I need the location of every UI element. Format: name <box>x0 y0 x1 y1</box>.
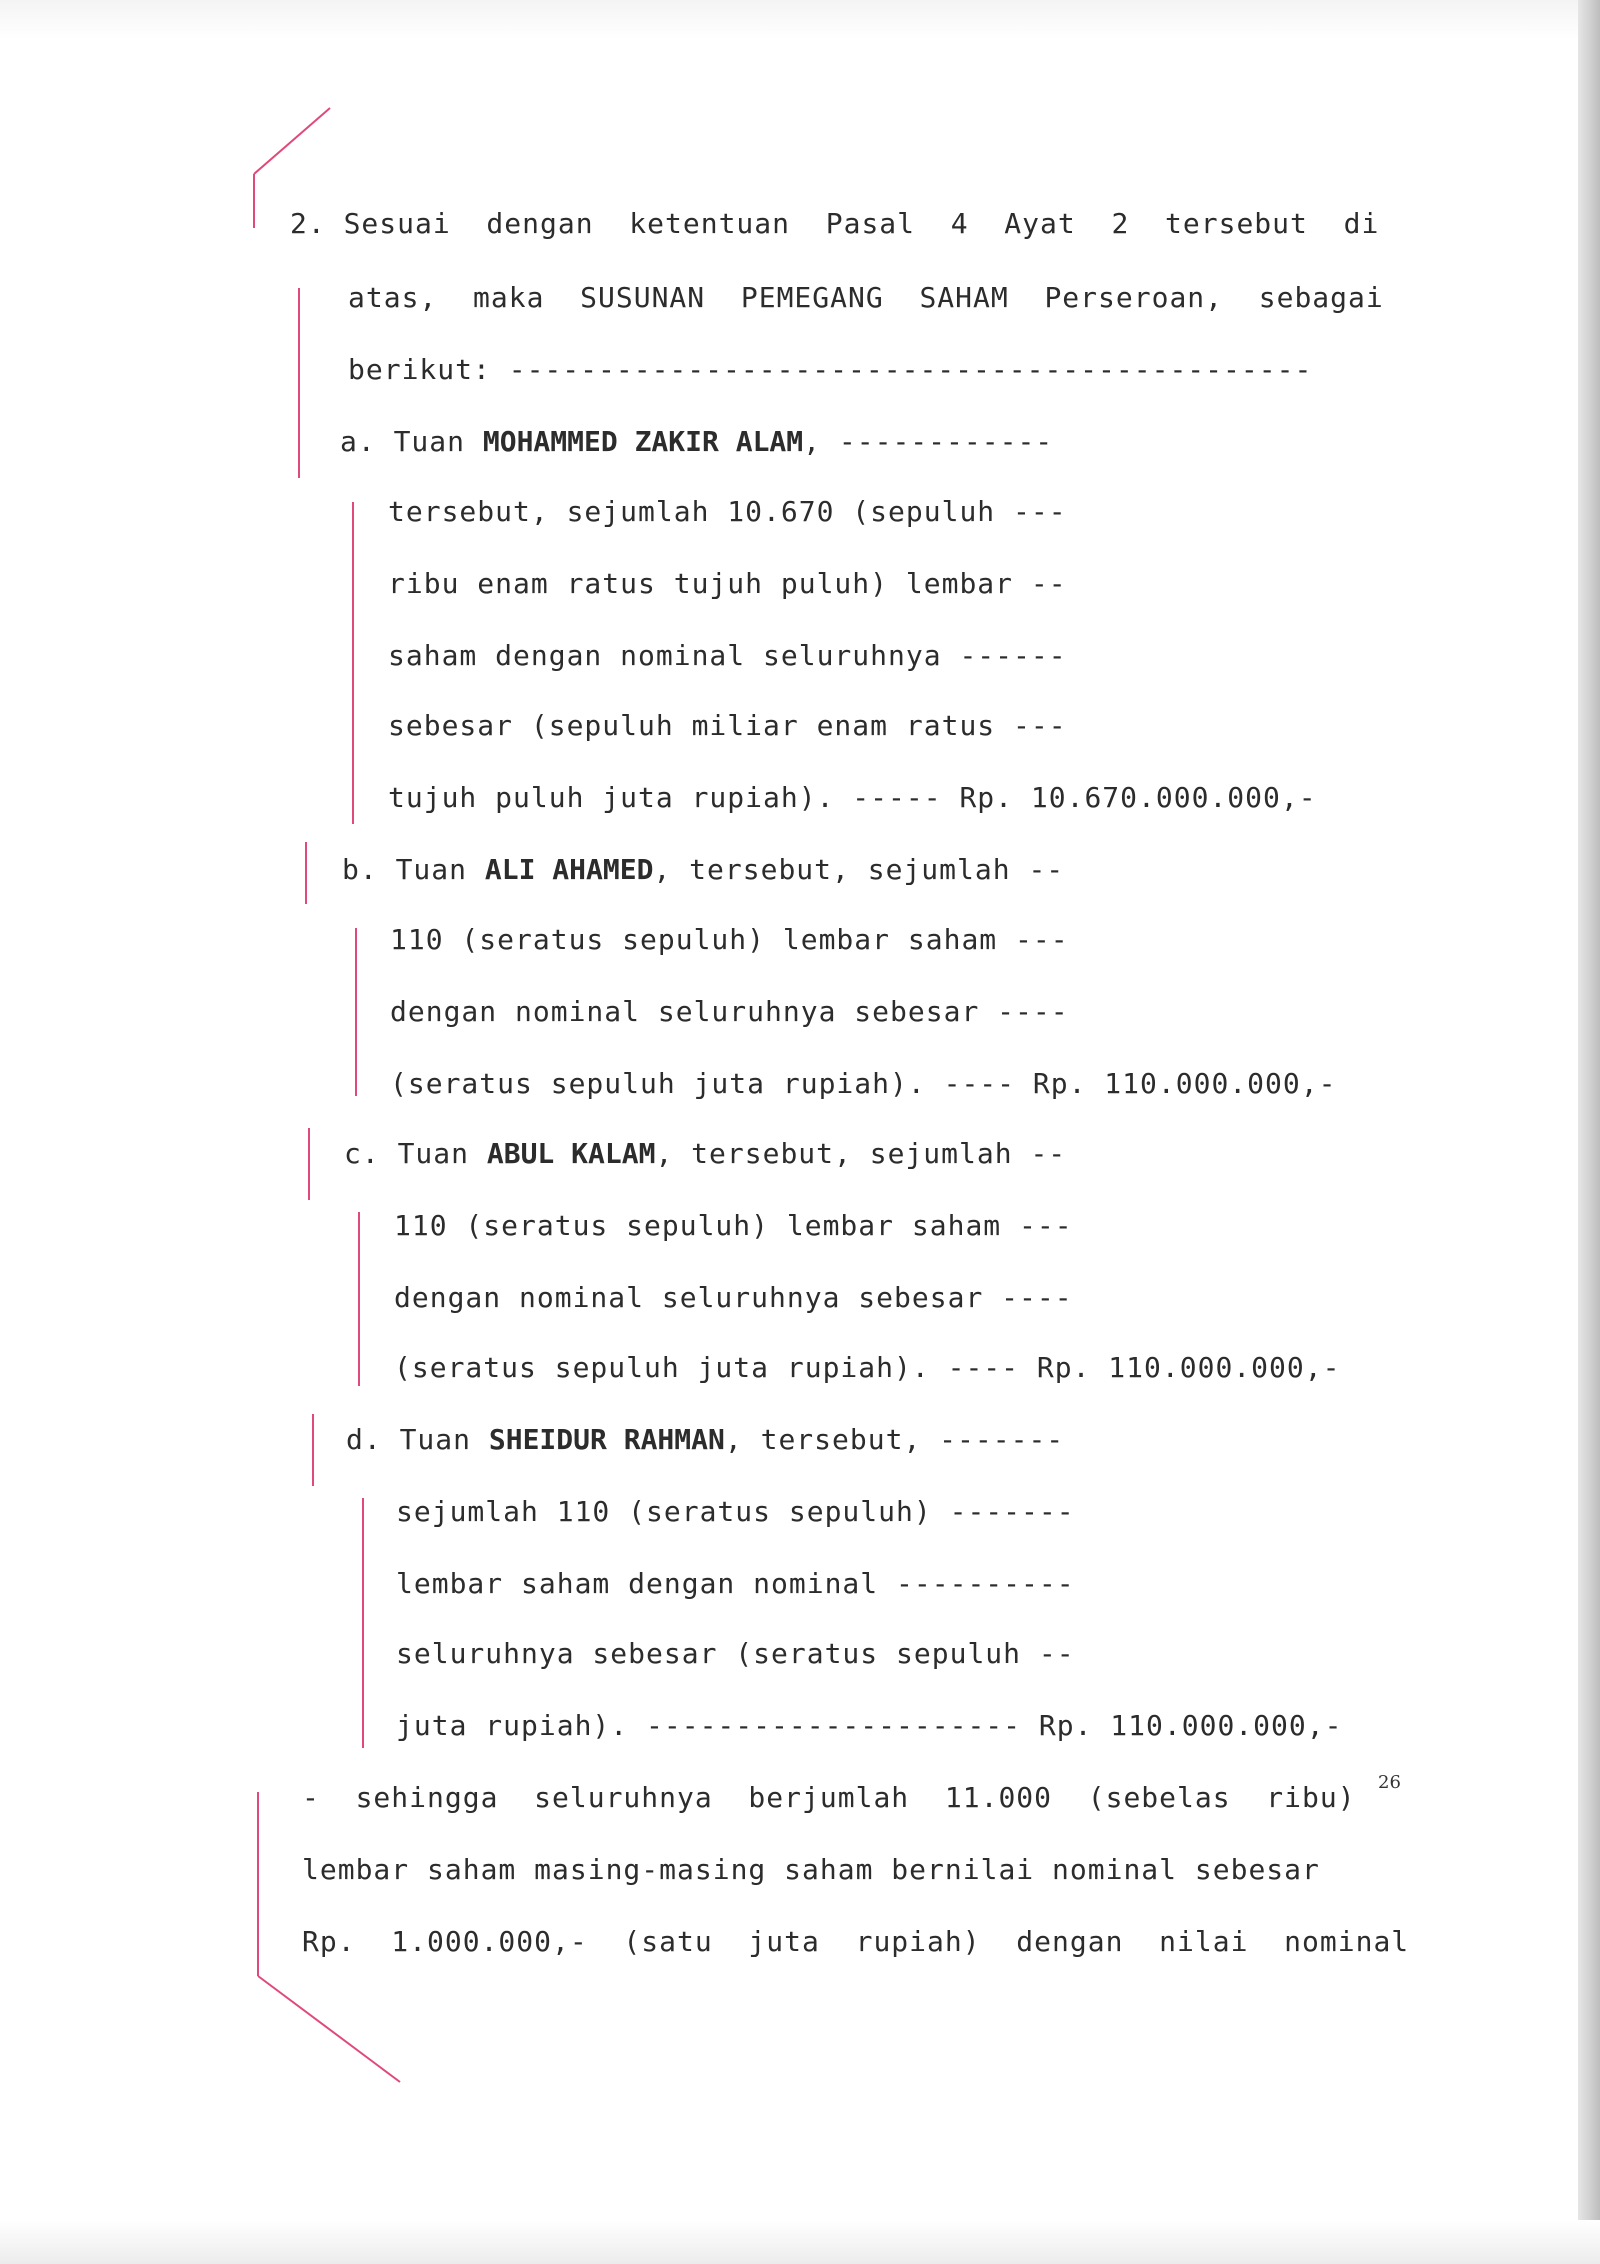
margin-bar-b-head <box>305 842 307 904</box>
shareholder-a-line: tersebut, sejumlah 10.670 (sepuluh --- <box>388 495 1067 528</box>
margin-bar-a-body <box>352 502 354 824</box>
shareholder-d-line: sejumlah 110 (seratus sepuluh) ------- <box>396 1495 1075 1528</box>
shareholder-c-prefix: c. Tuan <box>344 1137 487 1170</box>
item2-line-3: berikut: --------------------------------------------- <box>348 353 1313 386</box>
shareholder-d-line: juta rupiah). --------------------- Rp. 110.000.000,- <box>396 1709 1343 1742</box>
margin-bar-d-body <box>362 1498 364 1748</box>
page-number: 26 <box>1378 1772 1401 1793</box>
shareholder-a-line: tujuh puluh juta rupiah). ----- Rp. 10.670.000.000,- <box>388 781 1317 814</box>
margin-bar-item2 <box>298 288 300 478</box>
shareholder-b-line: 110 (seratus sepuluh) lembar saham --- <box>390 923 1069 956</box>
shareholder-b-heading <box>342 852 1064 888</box>
shareholder-d-prefix: d. Tuan <box>346 1423 489 1456</box>
shareholder-c-name: ABUL KALAM <box>486 1137 656 1170</box>
summary-line-3: Rp. 1.000.000,- (satu juta rupiah) dengan nilai nominal <box>302 1925 1410 1958</box>
shareholder-a-line: ribu enam ratus tujuh puluh) lembar -- <box>388 567 1067 600</box>
shareholder-c-heading <box>344 1136 1066 1172</box>
shareholder-b-suffix: , tersebut, sejumlah -- <box>653 853 1065 886</box>
shareholder-a-suffix: , ------------ <box>803 425 1054 458</box>
shareholder-b-line: dengan nominal seluruhnya sebesar ---- <box>390 995 1069 1028</box>
margin-bar-c-body <box>358 1212 360 1386</box>
margin-bar-d-head <box>312 1414 314 1486</box>
shareholder-a-line: sebesar (sepuluh miliar enam ratus --- <box>388 709 1067 742</box>
shareholder-b-name: ALI AHAMED <box>484 853 654 886</box>
shareholder-d-line: lembar saham dengan nominal ---------- <box>396 1567 1075 1600</box>
shareholder-b-prefix: b. Tuan <box>342 853 485 886</box>
margin-bar-c-head <box>308 1128 310 1200</box>
shareholder-d-suffix: , tersebut, ------- <box>724 1423 1065 1456</box>
shareholder-a-prefix: a. Tuan <box>340 425 483 458</box>
item2-line-1: 2. Sesuai dengan ketentuan Pasal 4 Ayat 2 tersebut di <box>290 207 1380 240</box>
shareholder-c-line: (seratus sepuluh juta rupiah). ---- Rp. 110.000.000,- <box>394 1351 1341 1384</box>
shareholder-a-name: MOHAMMED ZAKIR ALAM <box>482 425 804 458</box>
shareholder-a-heading <box>340 424 1053 460</box>
margin-bar-b-body <box>355 928 357 1096</box>
shareholder-b-line: (seratus sepuluh juta rupiah). ---- Rp. 110.000.000,- <box>390 1067 1337 1100</box>
shareholder-c-suffix: , tersebut, sejumlah -- <box>655 1137 1067 1170</box>
shareholder-d-heading <box>346 1422 1064 1458</box>
shareholder-a-line: saham dengan nominal seluruhnya ------ <box>388 639 1067 672</box>
item2-line-2: atas, maka SUSUNAN PEMEGANG SAHAM Perseroan, sebagai <box>348 281 1384 314</box>
shareholder-c-line: dengan nominal seluruhnya sebesar ---- <box>394 1281 1073 1314</box>
summary-line-1: - sehingga seluruhnya berjumlah 11.000 (sebelas ribu) <box>302 1781 1356 1814</box>
shareholder-d-line: seluruhnya sebesar (seratus sepuluh -- <box>396 1637 1075 1670</box>
shareholder-d-name: SHEIDUR RAHMAN <box>488 1423 725 1456</box>
summary-line-2: lembar saham masing-masing saham bernilai nominal sebesar <box>302 1853 1320 1886</box>
shareholder-c-line: 110 (seratus sepuluh) lembar saham --- <box>394 1209 1073 1242</box>
